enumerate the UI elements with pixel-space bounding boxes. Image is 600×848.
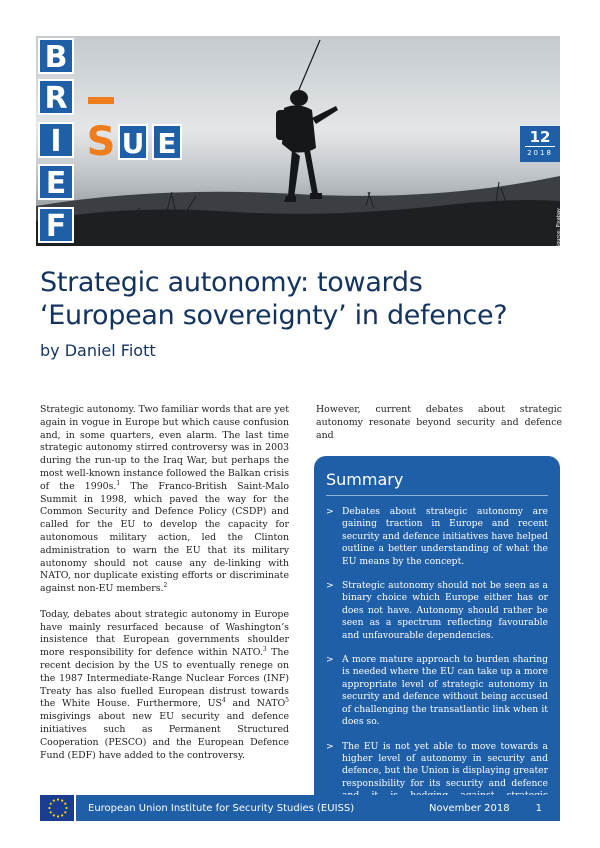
summary-item xyxy=(326,580,548,642)
text-run: The recent decision by the US to eventually renege on the 1987 Intermediate-Range Nuclear Forces (INF) Treaty has also fuelled European distrust towards the White House. Furthermore, US xyxy=(40,647,289,710)
text-run: Strategic autonomy. Two familiar words that are yet again in vogue in Europe but which cause confusion and, in some quarters, even alarm. The last time strategic autonomy stirred controversy was in 2003 during the run-up to the Iraq War, but perhaps the most well-known instance followed the Balkan crisis of the 1990s. xyxy=(40,404,290,492)
body-column-left xyxy=(40,404,289,775)
chevron-right-icon: > xyxy=(326,740,334,752)
page-footer xyxy=(40,795,560,821)
summary-title: Summary xyxy=(326,470,548,496)
article-title xyxy=(40,266,560,332)
logo-letter-i: I xyxy=(38,122,74,158)
article-title-line-1: Strategic autonomy: towards xyxy=(40,267,423,298)
summary-item-text: A more mature approach to burden sharing is needed where the EU can take up a more appropriate level of strategic autonomy in security and defence without being accused of challenging the transatlantic link when it does so. xyxy=(342,654,548,728)
logo-issue-bar xyxy=(88,97,114,104)
issue-number-badge xyxy=(520,126,560,162)
issue-year: 2018 xyxy=(525,146,555,159)
footnote-ref[interactable]: 1 xyxy=(116,479,121,487)
text-run: Today, debates about strategic autonomy in Europe have mainly resurfaced because of Washington’s insistence that European governments shoulder more responsibility for defence within NATO. xyxy=(40,608,289,659)
footnote-ref[interactable]: 3 xyxy=(262,646,267,654)
body-paragraph-3: However, current debates about strategic autonomy resonate beyond security and defence and xyxy=(316,404,562,441)
eu-flag-icon xyxy=(40,795,76,821)
chevron-right-icon: > xyxy=(326,506,334,517)
summary-box xyxy=(314,456,560,795)
photo-credit: Source: Pixabay xyxy=(556,208,562,248)
logo-letter-b: B xyxy=(38,38,74,74)
text-run: The Franco-British Saint-Malo Summit in 1998, which paved the way for the Common Security and Defence Policy (CSDP) and called for the EU to develop the capacity for autonomous military action, led the Clinton administration to warn the EU that its military autonomy should not cause any de-linking with NATO, nor duplicate existing efforts or discriminate against non-EU members. xyxy=(40,480,290,595)
chevron-right-icon: > xyxy=(326,580,334,592)
footnote-ref[interactable]: 5 xyxy=(285,697,289,705)
summary-item xyxy=(326,654,548,728)
text-run: misgivings about new EU security and defence initiatives such as Permanent Structured Cooperation (PESCO) and the European Defence Fund (EDF) have added to the controversy. xyxy=(40,711,289,761)
footnote-ref[interactable]: 2 xyxy=(163,582,168,590)
body-paragraph-1 xyxy=(40,404,289,596)
page-number: 1 xyxy=(535,802,542,814)
text-run: and NATO xyxy=(225,698,286,710)
issue-number: 12 xyxy=(529,128,551,146)
logo-issue-s: S xyxy=(86,119,116,165)
logo-letter-r: R xyxy=(38,79,74,115)
body-paragraph-2 xyxy=(40,609,289,763)
footer-organization: European Union Institute for Security Studies (EUISS) xyxy=(88,802,355,814)
logo-issue-e: E xyxy=(152,124,182,160)
logo-letter-f: F xyxy=(38,207,74,243)
logo-letter-e: E xyxy=(38,164,74,200)
summary-item-text: The EU is not yet able to move towards a higher level of autonomy in security and defence, but the Union is displaying greater responsibility for its security and defence xyxy=(342,740,548,789)
footnote-ref[interactable]: 4 xyxy=(221,697,226,705)
footer-date: November 2018 xyxy=(428,802,510,814)
article-title-line-2: ‘European sovereignty’ in defence? xyxy=(40,300,508,331)
summary-item xyxy=(326,506,548,568)
chevron-right-icon: > xyxy=(326,654,334,666)
logo-issue-u: U xyxy=(118,124,148,160)
article-byline: by Daniel Fiott xyxy=(40,341,156,360)
body-column-right xyxy=(316,404,562,455)
summary-item-text: Strategic autonomy should not be seen as a binary choice which Europe either has or does not have. Autonomy should rather be seen as a spectrum reflecting favourable and unfavourable dependencies. xyxy=(342,580,548,641)
summary-item-text: Debates about strategic autonomy are gaining traction in Europe and recent security and defence initiatives have helped outline a better understanding of what the EU means by the concept. xyxy=(342,506,548,567)
